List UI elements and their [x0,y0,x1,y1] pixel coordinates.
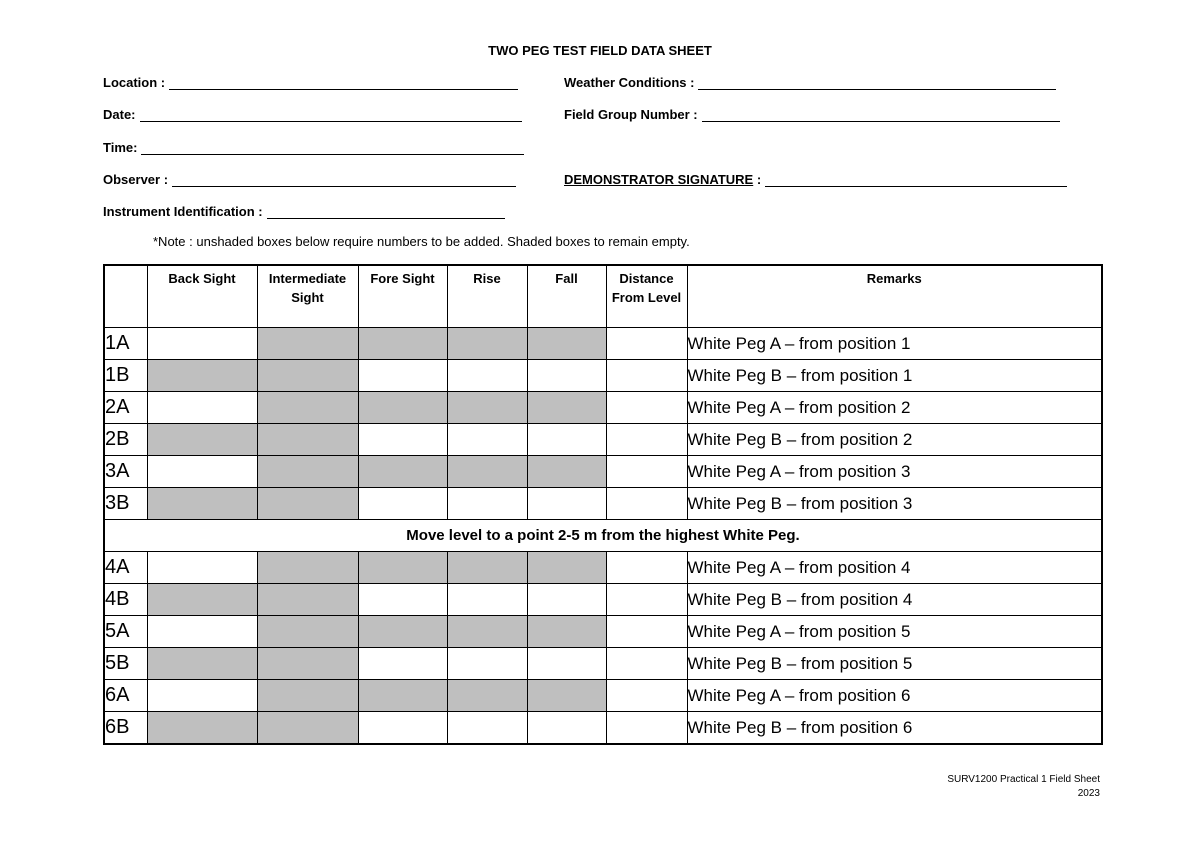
distance-cell[interactable] [606,584,687,616]
fall-cell[interactable] [527,584,606,616]
shaded-cell [447,328,527,360]
table-row [104,488,1102,520]
table-row [104,360,1102,392]
demonstrator-signature-field[interactable] [564,172,1067,187]
row-label: 4A [104,552,147,584]
page-title: TWO PEG TEST FIELD DATA SHEET [488,43,712,58]
remark-cell: White Peg A – from position 3 [687,456,1102,488]
header-fall: Fall [527,265,606,328]
footer-course: SURV1200 Practical 1 Field Sheet [947,774,1100,785]
table-row [104,648,1102,680]
row-label: 1A [104,328,147,360]
distance-cell[interactable] [606,680,687,712]
row-label: 4B [104,584,147,616]
date-field[interactable] [103,107,522,122]
header-intermediate-sight: Intermediate Sight [257,265,358,328]
header-remarks: Remarks [687,265,1102,328]
shaded-cell [257,392,358,424]
time-label: Time: [103,140,138,155]
shaded-cell [447,392,527,424]
date-line[interactable] [140,107,522,122]
distance-cell[interactable] [606,456,687,488]
back-sight-cell[interactable] [147,616,257,648]
time-line[interactable] [141,140,524,155]
table-row [104,552,1102,584]
shaded-cell [257,584,358,616]
shaded-cell [147,488,257,520]
demonstrator-signature-label [564,172,761,187]
instrument-field[interactable] [103,204,505,219]
header-fore-sight: Fore Sight [358,265,447,328]
demonstrator-signature-colon: : [753,172,762,187]
table-row [104,424,1102,456]
weather-label: Weather Conditions : [564,75,695,90]
rise-cell[interactable] [447,712,527,745]
shaded-cell [527,456,606,488]
fore-sight-cell[interactable] [358,488,447,520]
shaded-cell [257,616,358,648]
remark-cell: White Peg A – from position 6 [687,680,1102,712]
table-row [104,392,1102,424]
fall-cell[interactable] [527,488,606,520]
header-distance-from-level: Distance From Level [606,265,687,328]
field-group-line[interactable] [702,107,1060,122]
row-label: 3B [104,488,147,520]
weather-line[interactable] [698,75,1056,90]
distance-cell[interactable] [606,648,687,680]
shaded-cell [527,392,606,424]
location-label: Location : [103,75,166,90]
distance-cell[interactable] [606,712,687,745]
distance-cell[interactable] [606,328,687,360]
shaded-cell [358,392,447,424]
shaded-cell [447,552,527,584]
field-group-field[interactable] [564,107,1060,122]
table-row [104,616,1102,648]
remark-cell: White Peg A – from position 4 [687,552,1102,584]
row-label: 5B [104,648,147,680]
shaded-cell [257,456,358,488]
row-label: 6A [104,680,147,712]
fore-sight-cell[interactable] [358,712,447,745]
observer-label: Observer : [103,172,169,187]
shaded-cell [358,328,447,360]
location-line[interactable] [169,75,518,90]
shaded-cell [147,424,257,456]
location-field[interactable] [103,75,518,90]
footer [947,773,1100,801]
header-rise: Rise [447,265,527,328]
distance-cell[interactable] [606,552,687,584]
shaded-cell [257,552,358,584]
footer-year: 2023 [1077,788,1100,799]
rise-cell[interactable] [447,648,527,680]
distance-cell[interactable] [606,488,687,520]
instrument-label: Instrument Identification : [103,204,263,219]
fore-sight-cell[interactable] [358,584,447,616]
rise-cell[interactable] [447,584,527,616]
distance-cell[interactable] [606,392,687,424]
move-level-instruction: Move level to a point 2-5 m from the highest White Peg. [104,520,1102,552]
instrument-line[interactable] [267,204,505,219]
observer-line[interactable] [172,172,516,187]
shaded-cell [257,360,358,392]
date-label: Date: [103,107,136,122]
row-label: 6B [104,712,147,745]
demonstrator-signature-text: DEMONSTRATOR SIGNATURE [564,172,754,187]
field-data-table [103,264,1103,745]
back-sight-cell[interactable] [147,456,257,488]
shaded-cell [257,680,358,712]
fore-sight-cell[interactable] [358,424,447,456]
remark-cell: White Peg B – from position 4 [687,584,1102,616]
shaded-cell [358,456,447,488]
header-row [104,265,1102,328]
shaded-cell [358,680,447,712]
observer-field[interactable] [103,172,516,187]
shaded-cell [527,552,606,584]
shaded-cell [358,616,447,648]
row-label: 5A [104,616,147,648]
fall-cell[interactable] [527,424,606,456]
remark-cell: White Peg B – from position 3 [687,488,1102,520]
remark-cell: White Peg A – from position 2 [687,392,1102,424]
demonstrator-signature-line[interactable] [765,172,1067,187]
table-row [104,584,1102,616]
shaded-cell [147,648,257,680]
time-field[interactable] [103,140,524,155]
shaded-cell [147,360,257,392]
remark-cell: White Peg B – from position 6 [687,712,1102,745]
rise-cell[interactable] [447,360,527,392]
remark-cell: White Peg A – from position 5 [687,616,1102,648]
field-group-label: Field Group Number : [564,107,698,122]
rise-cell[interactable] [447,488,527,520]
distance-cell[interactable] [606,616,687,648]
back-sight-cell[interactable] [147,680,257,712]
fall-cell[interactable] [527,360,606,392]
header-row-label [104,265,147,328]
remark-cell: White Peg A – from position 1 [687,328,1102,360]
distance-cell[interactable] [606,424,687,456]
shaded-cell [147,712,257,745]
shaded-cell [257,424,358,456]
move-level-row [104,520,1102,552]
remark-cell: White Peg B – from position 2 [687,424,1102,456]
remark-cell: White Peg B – from position 1 [687,360,1102,392]
table-row [104,456,1102,488]
shaded-cell [257,712,358,745]
remark-cell: White Peg B – from position 5 [687,648,1102,680]
back-sight-cell[interactable] [147,552,257,584]
rise-cell[interactable] [447,424,527,456]
note-text: *Note : unshaded boxes below require numbers to be added. Shaded boxes to remain empty. [153,234,690,249]
shaded-cell [257,648,358,680]
shaded-cell [447,456,527,488]
shaded-cell [257,488,358,520]
row-label: 3A [104,456,147,488]
table-row [104,328,1102,360]
shaded-cell [358,552,447,584]
shaded-cell [447,680,527,712]
weather-field[interactable] [564,75,1056,90]
row-label: 2B [104,424,147,456]
fore-sight-cell[interactable] [358,360,447,392]
distance-cell[interactable] [606,360,687,392]
shaded-cell [147,584,257,616]
row-label: 2A [104,392,147,424]
table-row [104,712,1102,745]
back-sight-cell[interactable] [147,392,257,424]
back-sight-cell[interactable] [147,328,257,360]
shaded-cell [527,328,606,360]
fall-cell[interactable] [527,712,606,745]
row-label: 1B [104,360,147,392]
table-row [104,680,1102,712]
shaded-cell [527,680,606,712]
shaded-cell [527,616,606,648]
shaded-cell [447,616,527,648]
header-back-sight: Back Sight [147,265,257,328]
fore-sight-cell[interactable] [358,648,447,680]
shaded-cell [257,328,358,360]
fall-cell[interactable] [527,648,606,680]
